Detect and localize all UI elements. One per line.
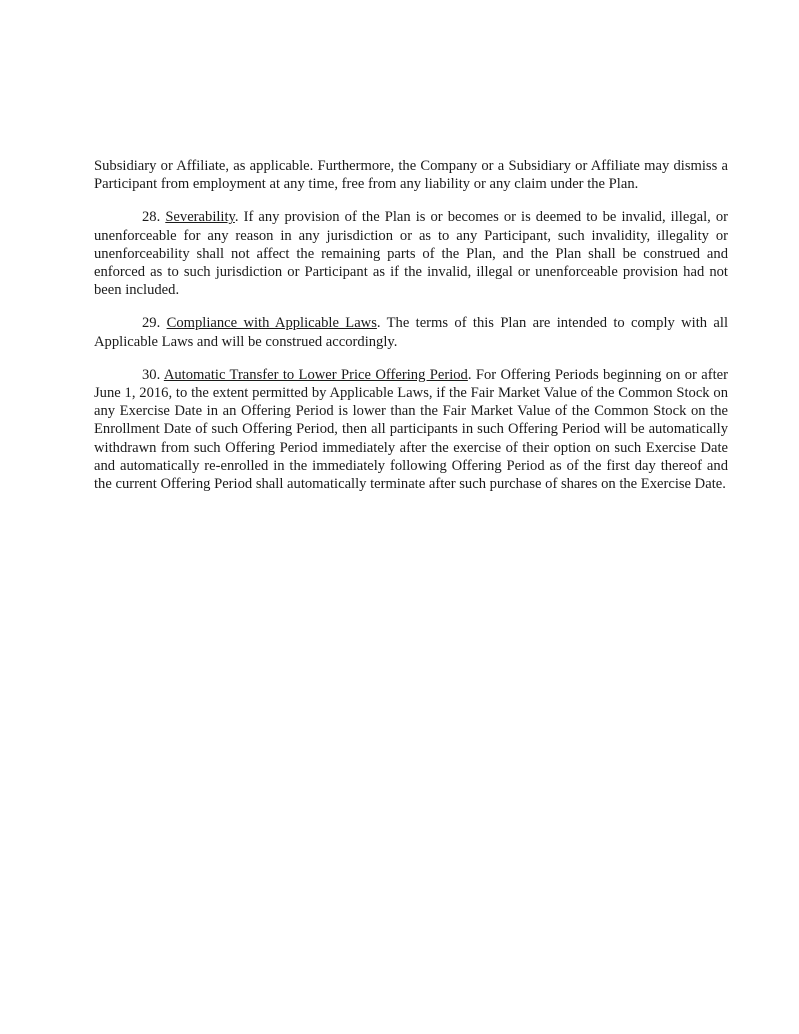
section-number: 30. (142, 366, 161, 383)
section-body: . For Offering Periods beginning on or after June 1, 2016, to the extent permitted by Applicable Laws, if the Fair Market Value of the Common Stock on any Exercise Date in an Offering Period is lower than the Fair Market Value of the Common Stock on the Enrollment Date of such Offering Period, then all participants in such Offering Period will be automatically withdrawn from such Offering Period immediately after the exercise of their option on such Exercise Date and automatically re-enrolled in the immediately following Offering Period as of the first day thereof and the current Offering Period shall automatically terminate after such purchase of shares on the Exercise Date. (94, 366, 728, 493)
continuation-paragraph: Subsidiary or Affiliate, as applicable. Furthermore, the Company or a Subsidiary or Affiliate may dismiss a Participant from employment at any time, free from any liability or any claim under the Plan. (94, 158, 728, 193)
section-body: . If any provision of the Plan is or becomes or is deemed to be invalid, illegal, or unenforceable for any reason in any jurisdiction or as to any Participant, such invalidity, illegality or unenforceability shall not affect the remaining parts of the Plan, and the Plan shall be construed and enforced as to such jurisdiction or Participant as if the invalid, illegal or unenforceable provision had not been included. (94, 209, 729, 299)
section-30-automatic-transfer (94, 366, 728, 493)
section-body: . The terms of this Plan are intended to comply with all Applicable Laws and will be construed accordingly. (94, 315, 728, 350)
section-29-compliance (94, 314, 728, 350)
section-heading: Automatic Transfer to Lower Price Offering Period (163, 366, 468, 383)
section-number: 28. (142, 209, 161, 226)
section-28-severability (94, 208, 728, 299)
section-heading: Compliance with Applicable Laws (166, 315, 377, 332)
section-heading: Severability (165, 209, 235, 226)
section-number: 29. (142, 315, 161, 332)
document-body (94, 157, 728, 508)
